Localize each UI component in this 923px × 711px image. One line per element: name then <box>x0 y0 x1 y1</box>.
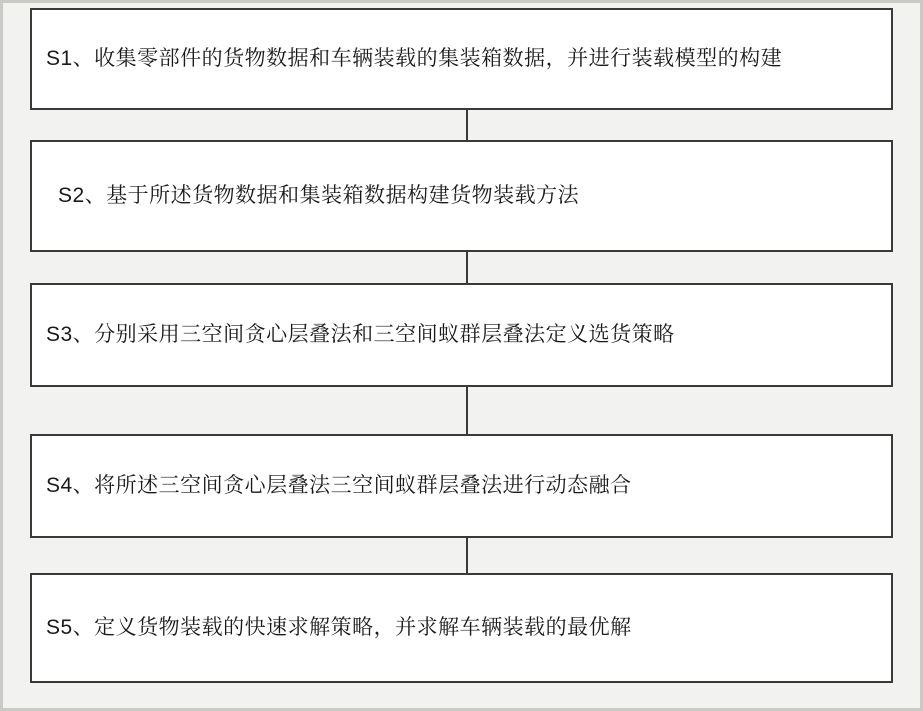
flowchart-step-s2 <box>30 140 893 252</box>
flowchart-step-s4-label: S4、将所述三空间贪心层叠法三空间蚁群层叠法进行动态融合 <box>46 474 632 497</box>
frame-border-top <box>0 0 923 3</box>
flowchart-step-s4 <box>30 434 893 538</box>
frame-border-left <box>0 0 3 711</box>
flowchart-step-s3 <box>30 283 893 387</box>
flowchart-step-s1 <box>30 8 893 110</box>
flowchart-step-s5 <box>30 573 893 683</box>
flowchart-step-s1-label: S1、收集零部件的货物数据和车辆装载的集装箱数据，并进行装载模型的构建 <box>46 47 783 70</box>
flowchart-step-s2-label: S2、基于所述货物数据和集装箱数据构建货物装载方法 <box>58 184 580 207</box>
flowchart-step-s3-label: S3、分别采用三空间贪心层叠法和三空间蚁群层叠法定义选货策略 <box>46 323 675 346</box>
connector-s1-s2 <box>466 110 468 140</box>
connector-s4-s5 <box>466 538 468 573</box>
connector-s2-s3 <box>466 252 468 283</box>
flowchart-step-s5-label: S5、定义货物装载的快速求解策略，并求解车辆装载的最优解 <box>46 616 632 639</box>
connector-s3-s4 <box>466 387 468 434</box>
